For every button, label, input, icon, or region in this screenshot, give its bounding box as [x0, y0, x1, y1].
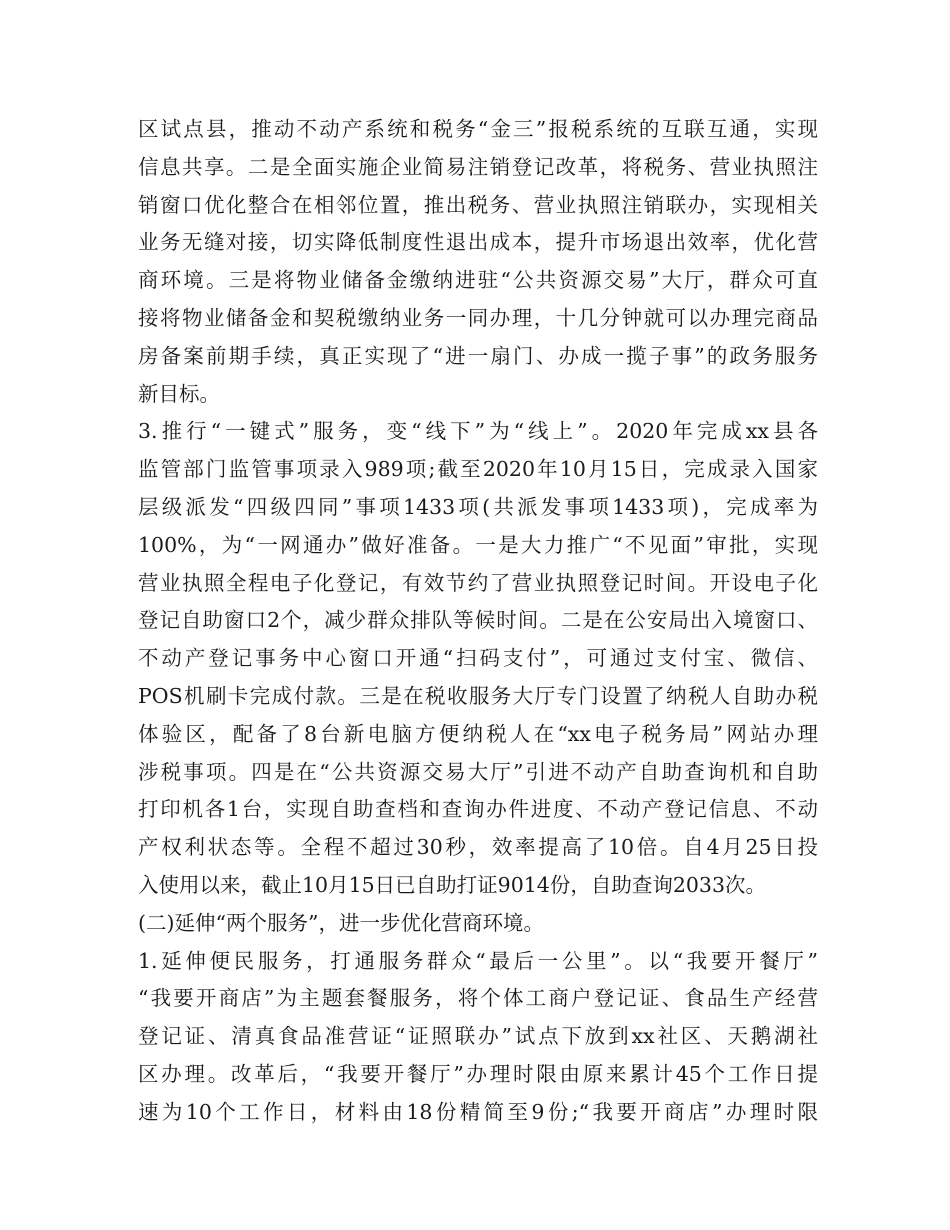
text-line: 打印机各1台，实现自助查档和查询办件进度、不动产登记信息、不动	[138, 797, 818, 822]
text-line: POS机刷卡完成付款。三是在税收服务大厅专门设置了纳税人自助办税	[138, 683, 818, 708]
text-line: 登记自助窗口2个，减少群众排队等候时间。二是在公安局出入境窗口、	[138, 608, 818, 633]
text-line: 商环境。三是将物业储备金缴纳进驻“公共资源交易”大厅，群众可直	[138, 268, 818, 293]
text-line: 涉税事项。四是在“公共资源交易大厅”引进不动产自助查询机和自助	[138, 759, 818, 784]
text-line: 区试点县，推动不动产系统和税务“金三”报税系统的互联互通，实现	[138, 117, 818, 141]
text-line: 信息共享。二是全面实施企业简易注销登记改革，将税务、营业执照注	[138, 154, 818, 179]
text-line: 层级派发“四级四同”事项1433项(共派发事项1433项)，完成率为	[138, 494, 818, 519]
text-line: 监管部门监管事项录入989项;截至2020年10月15日，完成录入国家	[138, 457, 818, 482]
text-line: 登记证、清真食品准营证“证照联办”试点下放到xx社区、天鹅湖社	[138, 1024, 818, 1049]
text-line: 100%，为“一网通办”做好准备。一是大力推广“不见面”审批，实现	[138, 532, 818, 557]
text-line: 房备案前期手续，真正实现了“进一扇门、办成一揽子事”的政务服务	[138, 343, 818, 368]
text-line: 入使用以来，截止10月15日已自助打证9014份，自助查询2033次。	[138, 872, 767, 897]
body-text	[138, 111, 818, 1132]
text-line: 新目标。	[138, 381, 220, 406]
text-line: 销窗口优化整合在相邻位置，推出税务、营业执照注销联办，实现相关	[138, 192, 818, 217]
text-line: 不动产登记事务中心窗口开通“扫码支付”，可通过支付宝、微信、	[138, 646, 818, 671]
text-line: 3.推行“一键式”服务，变“线下”为“线上”。2020年完成xx县各	[138, 419, 818, 444]
text-line: 接将物业储备金和契税缴纳业务一同办理，十几分钟就可以办理完商品	[138, 305, 818, 330]
section-heading: (二)延伸“两个服务”，进一步优化营商环境。	[138, 910, 544, 935]
text-line: 1.延伸便民服务，打通服务群众“最后一公里”。以“我要开餐厅”	[138, 948, 818, 973]
text-line: “我要开商店”为主题套餐服务，将个体工商户登记证、食品生产经营	[138, 986, 818, 1011]
text-line: 速为10个工作日，材料由18份精简至9份;“我要开商店”办理时限	[138, 1099, 818, 1124]
text-line: 区办理。改革后，“我要开餐厅”办理时限由原来累计45个工作日提	[138, 1061, 818, 1086]
text-line: 产权利状态等。全程不超过30秒，效率提高了10倍。自4月25日投	[138, 835, 818, 860]
text-line: 营业执照全程电子化登记，有效节约了营业执照登记时间。开设电子化	[138, 570, 818, 595]
text-line: 业务无缝对接，切实降低制度性退出成本，提升市场退出效率，优化营	[138, 230, 818, 255]
text-line: 体验区，配备了8台新电脑方便纳税人在“xx电子税务局”网站办理	[138, 721, 818, 746]
